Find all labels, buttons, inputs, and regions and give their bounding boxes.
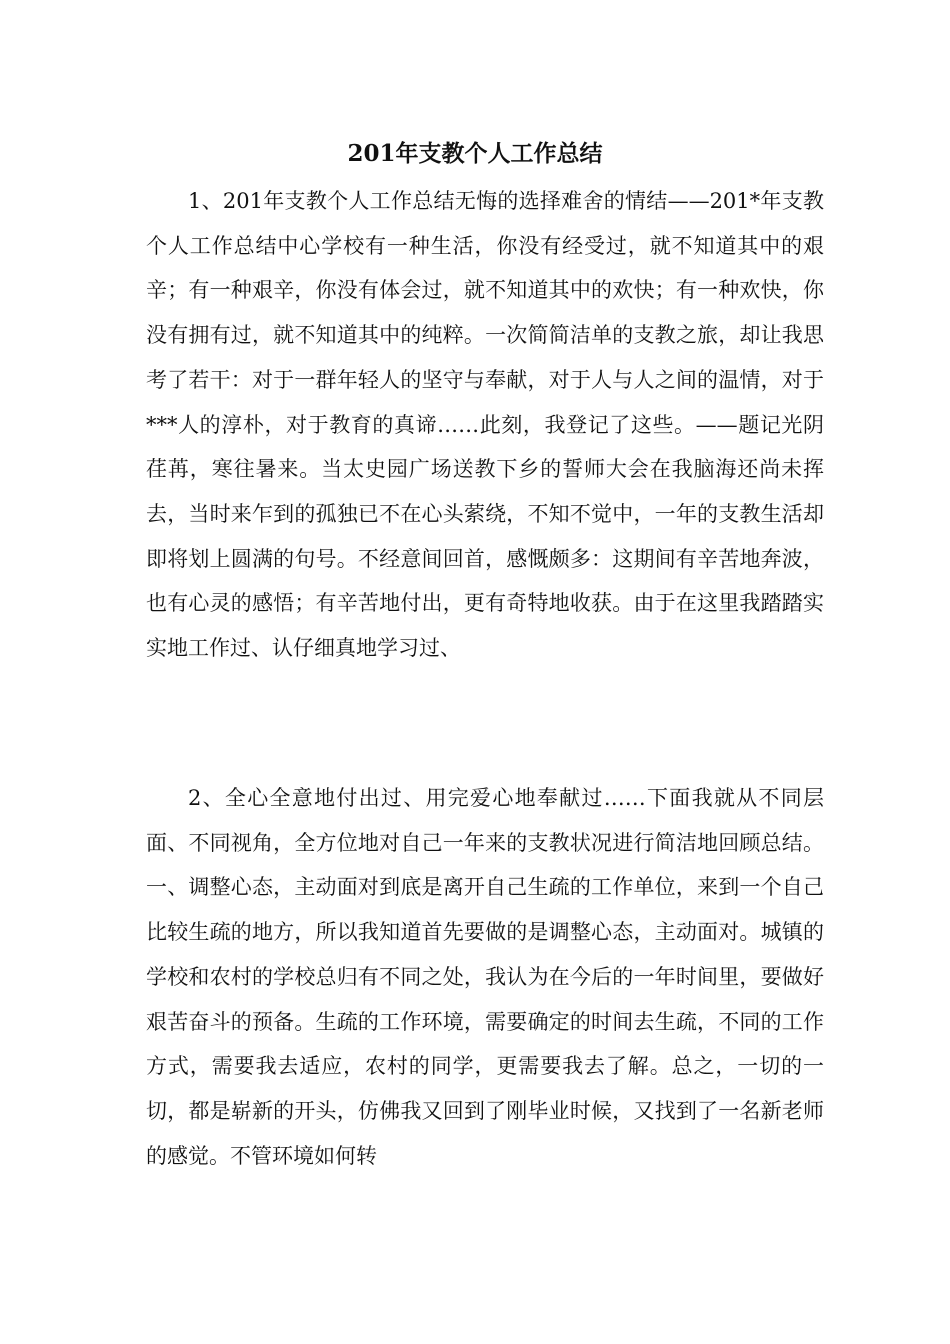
document-title: 201年支教个人工作总结 <box>347 140 603 167</box>
paragraph-2: 2、全心全意地付出过、用完爱心地奉献过……下面我就从不同层面、不同视角，全方位地对自己一年来的支教状况进行简洁地回顾总结。一、调整心态，主动面对到底是离开自己生疏的工作单位，来到一个自己比较生疏的地方，所以我知道首先要做的是调整心态，主动面对。城镇的学校和农村的学校总归有不同之处，我认为在今后的一年时间里，要做好艰苦奋斗的预备。生疏的工作环境，需要确定的时间去生疏，不同的工作方式，需要我去适应，农村的同学，更需要我去了解。总之，一切的一切，都是崭新的开头，仿佛我又回到了刚毕业时候，又找到了一名新老师的感觉。不管环境如何转 <box>146 786 824 1168</box>
paragraph-1: 1、201年支教个人工作总结无悔的选择难舍的情结——201*年支教个人工作总结中心学校有一种生活，你没有经受过，就不知道其中的艰辛；有一种艰辛，你没有体会过，就不知道其中的欢快；有一种欢快，你没有拥有过，就不知道其中的纯粹。一次简简洁单的支教之旅，却让我思考了若干：对于一群年轻人的坚守与奉献，对于人与人之间的温情，对于***人的淳朴，对于教育的真谛……此刻，我登记了这些。——题记光阴荏苒，寒往暑来。当太史园广场送教下乡的誓师大会在我脑海还尚未挥去，当时来乍到的孤独已不在心头萦绕，不知不觉中，一年的支教生活却即将划上圆满的句号。不经意间回首，感慨颇多：这期间有辛苦地奔波，也有心灵的感悟；有辛苦地付出，更有奇特地收获。由于在这里我踏踏实实地工作过、认仔细真地学习过、 <box>146 189 824 661</box>
